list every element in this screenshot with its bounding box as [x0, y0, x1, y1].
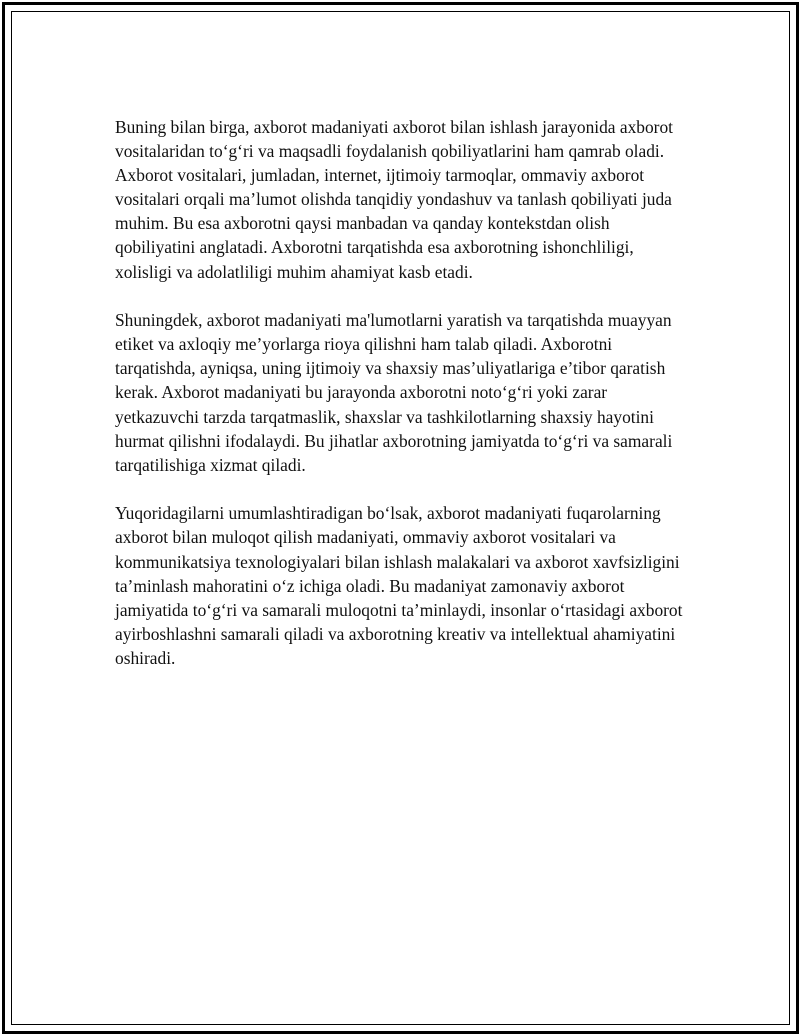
document-body [115, 115, 690, 670]
paragraph-2: Shuningdek, axborot madaniyati ma'lumotlarni yaratish va tarqatishda muayyan etiket va axloqiy me’yorlarga rioya qilishni ham talab qiladi. Axborotni tarqatishda, ayniqsa, uning ijtimoiy va shaxsiy mas’uliyatlariga e’tibor qaratish kerak. Axborot madaniyati bu jarayonda axborotni noto‘g‘ri yoki zarar yetkazuvchi tarzda tarqatmaslik, shaxslar va tashkilotlarning shaxsiy hayotini hurmat qilishni ifodalaydi. Bu jihatlar axborotning jamiyatda to‘g‘ri va samarali tarqatilishiga xizmat qiladi. [115, 310, 673, 475]
paragraph-1: Buning bilan birga, axborot madaniyati axborot bilan ishlash jarayonida axborot vositalaridan to‘g‘ri va maqsadli foydalanish qobiliyatlarini ham qamrab oladi. Axborot vositalari, jumladan, internet, ijtimoiy tarmoqlar, ommaviy axborot vositalari orqali ma’lumot olishda tanqidiy yondashuv va tanlash qobiliyati juda muhim. Bu esa axborotni qaysi manbadan va qanday kontekstdan olish qobiliyatini anglatadi. Axborotni tarqatishda esa axborotning ishonchliligi, xolisligi va adolatliligi muhim ahamiyat kasb etadi. [115, 117, 673, 282]
paragraph-3: Yuqoridagilarni umumlashtiradigan bo‘lsak, axborot madaniyati fuqarolarning axborot bilan muloqot qilish madaniyati, ommaviy axborot vositalari va kommunikatsiya texnologiyalari bilan ishlash malakalari va axborot xavfsizligini ta’minlash mahoratini o‘z ichiga oladi. Bu madaniyat zamonaviy axborot jamiyatida to‘g‘ri va samarali muloqotni ta’minlaydi, insonlar o‘rtasidagi axborot ayirboshlashni samarali qiladi va axborotning kreativ va intellektual ahamiyatini oshiradi. [115, 503, 683, 668]
document-page [2, 2, 799, 1034]
